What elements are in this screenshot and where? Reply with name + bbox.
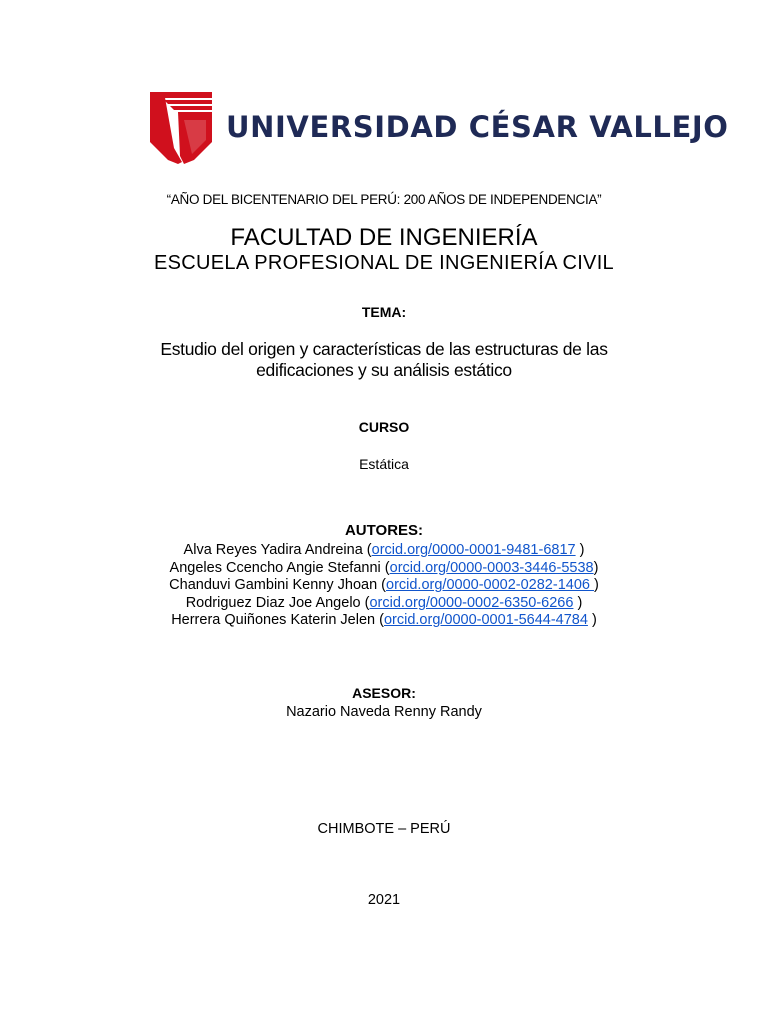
orcid-link[interactable]: orcid.org/0000-0001-5644-4784 xyxy=(383,612,588,628)
author-name: Rodriguez Diaz Joe Angelo xyxy=(185,594,361,611)
author-entry xyxy=(0,595,768,613)
bicentennial-motto: “AÑO DEL BICENTENARIO DEL PERÚ: 200 AÑOS DE INDEPENDENCIA” xyxy=(166,192,602,207)
paren-close: ) xyxy=(593,577,599,593)
orcid-link[interactable]: orcid.org/0000-0001-9481-6817 xyxy=(371,542,576,558)
paren-open: ( xyxy=(377,577,386,593)
orcid-link[interactable]: orcid.org/0000-0003-3446-5538 xyxy=(389,559,594,576)
faculty-title: FACULTAD DE INGENIERÍA xyxy=(230,224,538,251)
author-name: Herrera Quiñones Katerin Jelen xyxy=(171,612,376,628)
paren-close: ) xyxy=(575,542,585,558)
paren-open: ( xyxy=(362,542,372,558)
topic-line: edificaciones y su análisis estático xyxy=(256,360,512,380)
author-name: Alva Reyes Yadira Andreina xyxy=(183,542,363,558)
city-country: CHIMBOTE – PERÚ xyxy=(317,821,451,837)
paren-close: ) xyxy=(593,559,599,576)
author-entry xyxy=(0,577,768,595)
author-name: Angeles Ccencho Angie Stefanni xyxy=(169,559,381,576)
paren-close: ) xyxy=(587,612,597,628)
author-entry xyxy=(0,542,768,560)
advisor-label: ASESOR: xyxy=(352,685,416,701)
course-name: Estática xyxy=(359,456,409,472)
author-name: Chanduvi Gambini Kenny Jhoan xyxy=(169,577,378,593)
paren-open: ( xyxy=(360,594,370,611)
course-label: CURSO xyxy=(358,419,410,435)
university-crest-icon xyxy=(150,90,212,164)
orcid-link[interactable]: orcid.org/0000-0002-6350-6266 xyxy=(369,594,574,611)
author-entry xyxy=(0,612,768,630)
orcid-link[interactable]: orcid.org/0000-0002-0282-1406 xyxy=(386,577,594,593)
university-logo xyxy=(150,90,729,164)
paren-open: ( xyxy=(380,559,390,576)
topic-text xyxy=(0,339,768,381)
paren-open: ( xyxy=(375,612,384,628)
authors-label: AUTORES: xyxy=(344,522,424,539)
advisor-name: Nazario Naveda Renny Randy xyxy=(286,704,482,720)
topic-label: TEMA: xyxy=(361,304,407,320)
year: 2021 xyxy=(367,892,401,908)
author-entry xyxy=(0,560,768,578)
university-name: UNIVERSIDAD CÉSAR VALLEJO xyxy=(226,110,729,144)
paren-close: ) xyxy=(573,594,583,611)
authors-list xyxy=(0,542,768,630)
topic-line: Estudio del origen y características de las estructuras de las xyxy=(160,339,608,359)
school-title: ESCUELA PROFESIONAL DE INGENIERÍA CIVIL xyxy=(154,252,614,274)
